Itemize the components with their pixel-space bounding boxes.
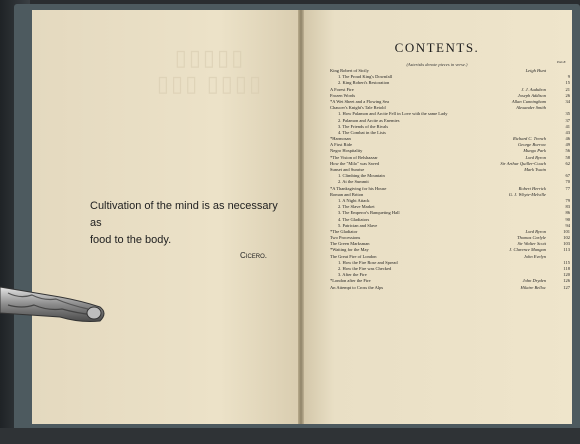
toc-entry-page: 115 bbox=[563, 259, 570, 265]
toc-entry-title: 3. The Friends of the Rivals bbox=[338, 123, 389, 129]
toc-entry-author: J. J. Audubon bbox=[521, 86, 546, 92]
toc-entry-page: 101 bbox=[563, 228, 570, 234]
quote-line-1: Cultivation of the mind is as necessary as bbox=[90, 200, 278, 229]
toc-entry-author: Hilaire Belloc bbox=[520, 284, 546, 290]
contents-title: CONTENTS. bbox=[394, 40, 480, 55]
toc-entry-page: 86 bbox=[565, 210, 570, 216]
toc-entry-title: *A Wet Sheet and a Flowing Sea bbox=[330, 98, 390, 104]
toc-entry-title: 1. How the Fire Rose and Spread bbox=[338, 259, 398, 265]
toc-entry-author: Lord Byron bbox=[525, 154, 546, 160]
toc-entry-title: 2. How the Fire was Checked bbox=[338, 266, 392, 271]
toc-entry-title: 1. The Proud King's Downfall bbox=[338, 74, 393, 80]
toc-entry-title: Chaucer's Knight's Tale Retold bbox=[330, 105, 386, 111]
toc-entry-page: 118 bbox=[563, 266, 570, 271]
toc-entry-title: 1. Climbing the Mountain bbox=[338, 173, 385, 179]
show-through-title: ▯▯▯▯▯ ▯▯▯ ▯▯▯▯ bbox=[156, 45, 264, 96]
toc-entry-page: 113 bbox=[563, 247, 570, 253]
toc-entry-author: John Evelyn bbox=[523, 253, 546, 259]
toc-entry-title: 3. After the Fire bbox=[338, 272, 367, 278]
toc-entry-title: The Great Fire of London bbox=[330, 253, 377, 259]
toc-entry-page: 120 bbox=[563, 272, 570, 278]
toc-entry-title: King Robert of Sicily bbox=[330, 68, 369, 73]
toc-entry-title: *Waiting for the May bbox=[330, 247, 369, 253]
table-of-contents bbox=[330, 68, 572, 291]
toc-entry-author: Joseph Addison bbox=[517, 92, 546, 98]
toc-entry-page: 49 bbox=[565, 142, 570, 148]
toc-entry-page: 67 bbox=[565, 173, 570, 179]
toc-entry-page: 15 bbox=[565, 80, 570, 86]
toc-entry-page: 102 bbox=[563, 235, 570, 241]
page-column-header: PAGE bbox=[557, 60, 566, 64]
background-bottom bbox=[0, 428, 580, 444]
toc-entry-page: 62 bbox=[565, 160, 570, 166]
toc-entry-page: 56 bbox=[565, 148, 570, 154]
toc-entry-title: 2. The Slave Market bbox=[338, 204, 375, 210]
toc-entry-page: 126 bbox=[563, 278, 570, 284]
toc-entry-title: 4. The Combat in the Lists bbox=[338, 129, 386, 135]
toc-entry-author: J. Clarence Mangan bbox=[509, 247, 546, 253]
toc-entry-title: 3. The Emperor's Banqueting Hall bbox=[338, 210, 400, 216]
toc-entry-title: 2. King Robert's Restoration bbox=[338, 80, 390, 86]
toc-entry-page: 34 bbox=[565, 98, 570, 104]
toc-entry-page: 46 bbox=[565, 136, 570, 142]
toc-entry-author: Allan Cunningham bbox=[511, 98, 546, 104]
toc-entry-page: 90 bbox=[565, 216, 570, 222]
toc-entry-author: Alexander Smith bbox=[516, 105, 546, 111]
toc-entry-page: 94 bbox=[565, 222, 570, 228]
toc-entry-title: Sunset and Sunrise bbox=[330, 167, 365, 172]
toc-entry-title: 2. Palamon and Arcite as Enemies bbox=[338, 117, 400, 123]
toc-entry-page: 37 bbox=[565, 117, 570, 123]
toc-entry-title: A Forest Fire bbox=[330, 86, 354, 92]
quote-attribution: Cicero. bbox=[240, 251, 268, 260]
toc-entry-page: 77 bbox=[565, 185, 570, 191]
toc-entry-title: Two Processions bbox=[330, 235, 361, 241]
toc-entry-page: 35 bbox=[565, 111, 570, 117]
toc-entry-author: Mungo Park bbox=[523, 148, 546, 154]
toc-entry-title: An Attempt to Cross the Alps bbox=[330, 284, 384, 290]
toc-entry-author: Mark Twain bbox=[524, 167, 546, 172]
toc-entry bbox=[330, 285, 572, 291]
toc-entry-title: A First Ride bbox=[330, 142, 353, 148]
toc-entry-author: George Borrow bbox=[517, 142, 546, 148]
toc-entry-title: Frozen Words bbox=[330, 92, 356, 98]
toc-entry-page: 58 bbox=[565, 154, 570, 160]
toc-entry-title: 2. At the Summit bbox=[338, 179, 369, 185]
quote bbox=[90, 198, 290, 249]
toc-entry-author: Robert Herrick bbox=[518, 185, 546, 191]
toc-entry-page: 103 bbox=[563, 241, 570, 247]
toc-entry-title: 5. Patrician and Slave bbox=[338, 222, 378, 228]
toc-entry-page: 43 bbox=[565, 129, 570, 135]
toc-entry-title: Roman and Briton bbox=[330, 191, 364, 197]
quote-line-2: food to the body. bbox=[90, 234, 172, 246]
toc-entry-title: *The Vision of Belshazzar bbox=[330, 154, 378, 160]
toc-entry-title: 1. A Night Attack bbox=[338, 197, 370, 203]
toc-entry-page: 79 bbox=[565, 197, 570, 203]
toc-entry-title: *The Gladiator bbox=[330, 228, 358, 234]
toc-entry-page: 9 bbox=[567, 74, 570, 80]
toc-entry-page: 127 bbox=[563, 284, 570, 290]
toc-entry-author: Sir Arthur Quiller-Couch bbox=[500, 160, 546, 166]
toc-entry-page: 83 bbox=[565, 204, 570, 210]
toc-entry-author: G. J. Whyte-Melville bbox=[508, 191, 546, 197]
toc-entry-author: Leigh Hunt bbox=[525, 68, 546, 73]
toc-entry-author: Lord Byron bbox=[525, 228, 546, 234]
toc-entry-author: Sir Walter Scott bbox=[517, 241, 546, 247]
toc-entry-page: 70 bbox=[565, 179, 570, 185]
toc-entry-author: Richard C. Trench bbox=[512, 136, 546, 142]
contents-note: (Asterisks denote pieces in verse.) bbox=[406, 62, 468, 67]
toc-entry-title: 4. The Gladiators bbox=[338, 216, 370, 222]
toc-entry-title: How the "Milo" was Saved bbox=[330, 160, 380, 166]
toc-entry-title: *Harmosan bbox=[330, 136, 351, 142]
book-gutter bbox=[298, 10, 304, 424]
toc-entry-title: The Green Marksman bbox=[330, 241, 370, 247]
toc-entry-author: John Dryden bbox=[522, 278, 546, 284]
toc-entry-author: Thomas Carlyle bbox=[517, 235, 546, 241]
toc-entry-title: 1. How Palamon and Arcite Fell in Love with the same Lady bbox=[338, 111, 448, 117]
toc-entry-title: *London after the Fire bbox=[330, 278, 371, 284]
metal-page-clip bbox=[0, 283, 108, 331]
toc-entry-page: 26 bbox=[565, 92, 570, 98]
toc-entry-page: 21 bbox=[565, 86, 570, 92]
toc-entry-title: Negro Hospitality bbox=[330, 148, 363, 154]
toc-entry-title: *A Thanksgiving for his House bbox=[330, 185, 387, 191]
toc-entry-page: 41 bbox=[565, 123, 570, 129]
